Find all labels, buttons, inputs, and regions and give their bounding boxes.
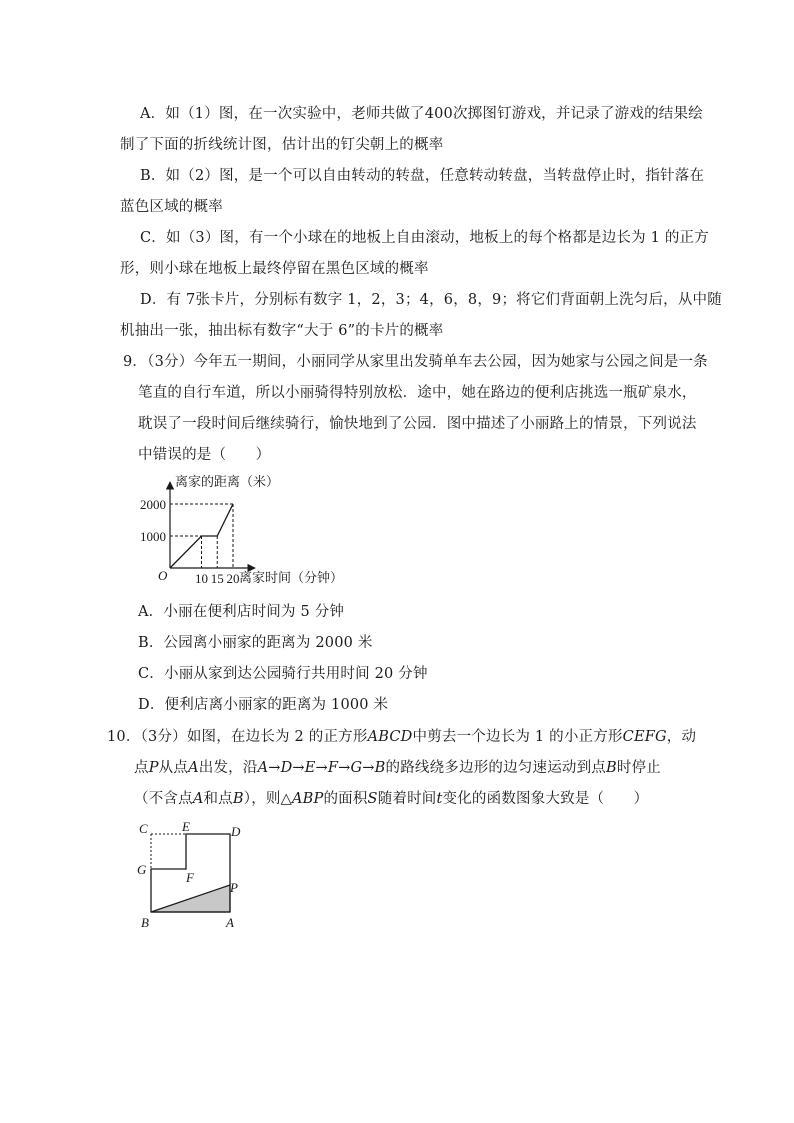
q10-stem-line2: 点P从点A出发，沿A→D→E→F→G→B的路线绕多边形的边匀速运动到点B时停止 (134, 760, 661, 776)
x-tick-10: 10 (195, 571, 208, 586)
square-figure (134, 818, 254, 930)
q8-option-d-line1: D．有 7张卡片，分别标有数字 1，2，3；4，6，8，9；将它们背面朝上洗匀后，从中随 (140, 292, 722, 308)
label-e: E (182, 819, 190, 834)
x-tick-15: 15 (210, 571, 224, 586)
q8-option-a-line1: A．如（1）图，在一次实验中，老师共做了400次掷图钉游戏，并记录了游戏的结果绘 (140, 106, 703, 122)
q8-option-c-line2: 形，则小球在地板上最终停留在黑色区域的概率 (120, 261, 429, 277)
q8-option-c-line1: C．如（3）图，有一个小球在的地板上自由滚动，地板上的每个格都是边长为 1 的正方 (140, 230, 709, 246)
x-tick-20: 20 (226, 571, 240, 586)
q8-option-a-line2: 制了下面的折线统计图，估计出的钉尖朝上的概率 (120, 137, 444, 153)
label-a: A (226, 915, 234, 930)
triangle-abp-shaded (151, 885, 230, 912)
y-tick-2000: 2000 (140, 497, 166, 512)
q9-stem-line1: 9．（3分）今年五一期间，小丽同学从家里出发骑单车去公园，因为她家与公园之间是一条 (123, 354, 708, 370)
q8-option-d-line2: 机抽出一张，抽出标有数字“大于 6”的卡片的概率 (120, 323, 444, 339)
label-b: B (141, 915, 149, 930)
x-axis-label: 离家时间（分钟） (239, 570, 344, 585)
q9-option-b: B．公园离小丽家的距离为 2000 米 (138, 635, 373, 651)
q9-stem-line3: 耽误了一段时间后继续骑行，愉快地到了公园．图中描述了小丽路上的情景，下列说法 (138, 416, 697, 432)
label-c: C (139, 821, 148, 836)
q9-stem-line2: 笔直的自行车道，所以小丽骑得特别放松．途中，她在路边的便利店挑选一瓶矿泉水， (138, 385, 697, 401)
label-p: P (230, 880, 238, 895)
distance-time-chart (140, 470, 430, 590)
q8-option-b-line2: 蓝色区域的概率 (120, 199, 223, 215)
q9-option-c: C．小丽从家到达公园骑行共用时间 20 分钟 (138, 666, 428, 682)
q8-option-b-line1: B．如（2）图，是一个可以自由转动的转盘，任意转动转盘，当转盘停止时，指针落在 (140, 168, 705, 184)
y-tick-1000: 1000 (140, 529, 166, 544)
origin-label: O (158, 568, 168, 583)
q10-stem-line1: 10．（3分）如图，在边长为 2 的正方形ABCD中剪去一个边长为 1 的小正方形CEFG，动 (107, 729, 697, 745)
q9-stem-line4: 中错误的是（ ） (138, 447, 271, 463)
q9-option-a: A．小丽在便利店时间为 5 分钟 (138, 604, 345, 620)
label-f: F (186, 870, 194, 885)
y-axis-label: 离家的距离（米） (175, 474, 280, 489)
q9-option-d: D．便利店离小丽家的距离为 1000 米 (138, 697, 389, 713)
label-g: G (137, 862, 147, 877)
q10-stem-line3: （不含点A和点B），则△ABP的面积S随着时间t变化的函数图象大致是（ ） (134, 791, 649, 807)
label-d: D (231, 824, 241, 839)
